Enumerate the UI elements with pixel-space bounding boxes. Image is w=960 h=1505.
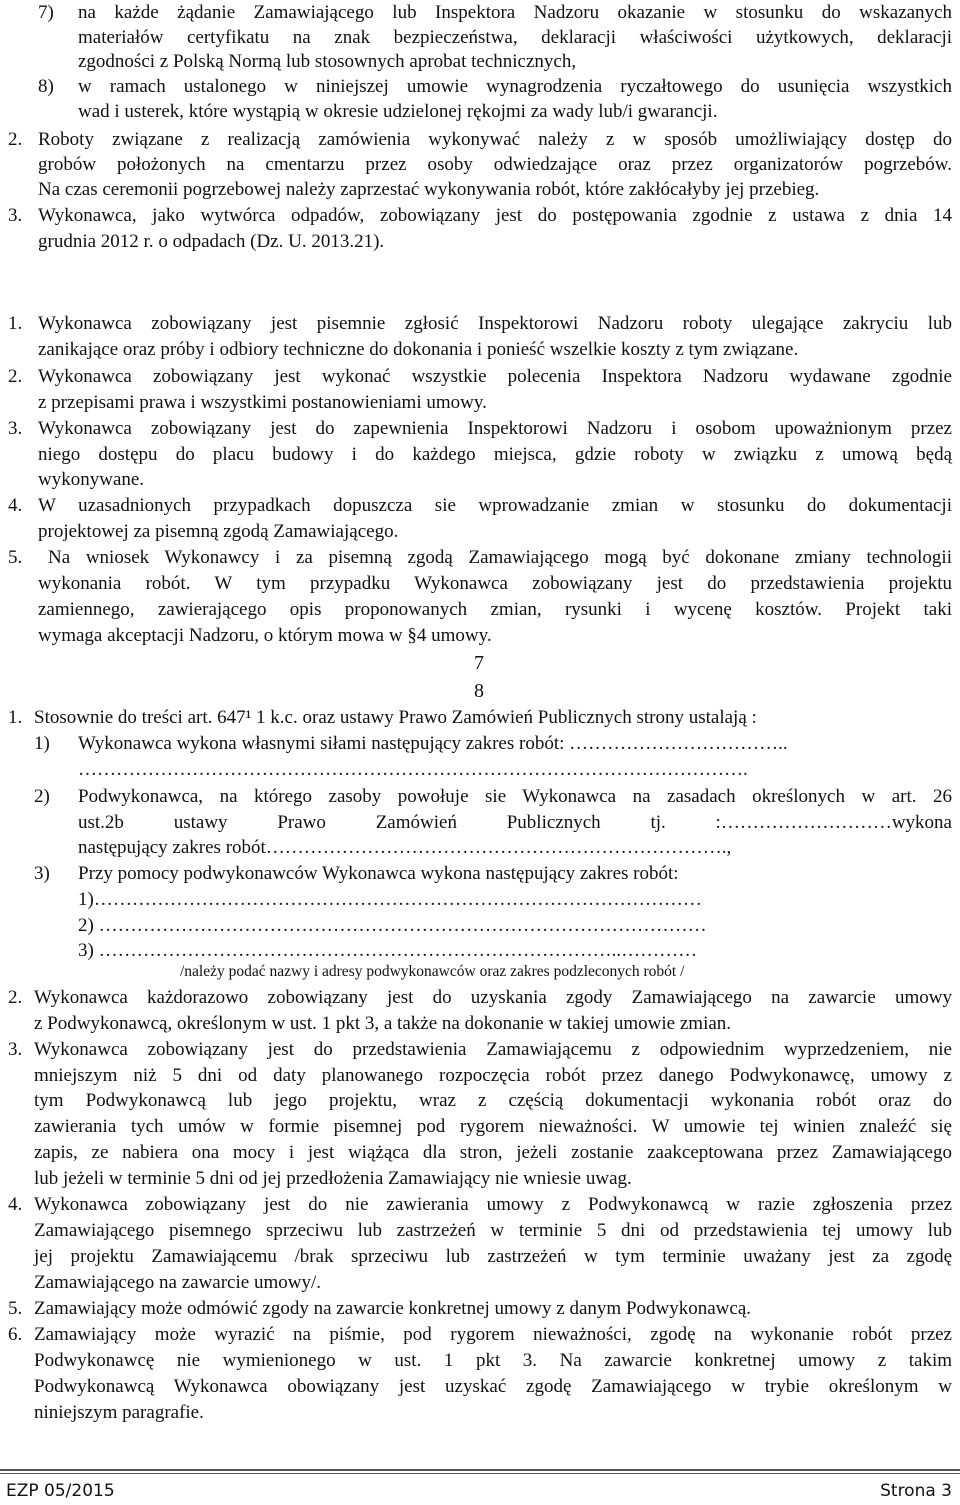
paragraph-text: Wykonawca, jako wytwórca odpadów, zobowiązany jest do postępowania zgodnie z ustawa z dnia 14	[38, 205, 952, 226]
item-number: 2.	[8, 987, 23, 1008]
paragraph-text: zamiennego, zawierającego opis proponowanych zmian, rysunki i wycenę kosztów. Projekt taki	[38, 599, 952, 620]
paragraph-text: ust.2b ustawy Prawo Zamówień Publicznych tj. :………………………wykona	[78, 812, 952, 833]
item-number: 3.	[8, 1039, 23, 1060]
paragraph-text: mniejszym niż 5 dni od daty planowanego rozpoczęcia robót przez danego Podwykonawcę, umowy z	[34, 1065, 952, 1086]
paragraph-text: Wykonawca zobowiązany jest do nie zawierania umowy z Podwykonawcą w razie zgłoszenia przez	[34, 1194, 952, 1215]
paragraph-text: W uzasadnionych przypadkach dopuszcza sie wprowadzanie zmian w stosunku do dokumentacji	[38, 495, 952, 516]
footer-page-number: Strona 3	[880, 1481, 952, 1501]
paragraph-text: materiałów certyfikatu na znak bezpieczeństwa, deklaracji właściwości użytkowych, deklaracji	[78, 27, 952, 48]
item-number: 2.	[8, 366, 23, 387]
paragraph-text: zanikające oraz próby i odbiory techniczne do dokonania i ponieść wszelkie koszty z tym związane.	[38, 339, 799, 360]
paragraph-text: Podwykonawcą Wykonawca obowiązany jest uzyskać zgodę Zamawiającego w trybie określonym w	[34, 1376, 952, 1397]
paragraph-text: Zamawiającego pisemnego sprzeciwu lub zastrzeżeń w terminie 5 dni od przedstawienia tej umowy lub	[34, 1220, 952, 1241]
paragraph-text: grudnia 2012 r. o odpadach (Dz. U. 2013.21).	[38, 231, 385, 252]
paragraph-text: 2) ……………………………………………………………………………………	[78, 915, 707, 936]
paragraph-text: niego dostępu do placu budowy i do każdego miejsca, gdzie roboty w związku z umową będą	[38, 444, 952, 465]
paragraph-text: 1)……………………………………………………………………………………	[78, 889, 702, 910]
item-number: 4.	[8, 1194, 23, 1215]
item-number: 3)	[34, 863, 50, 884]
paragraph-text: Wykonawca zobowiązany jest wykonać wszystkie polecenia Inspektora Nadzoru wydawane zgodnie	[38, 366, 952, 387]
paragraph-text: Stosownie do treści art. 647¹ 1 k.c. oraz ustawy Prawo Zamówień Publicznych strony ustalają :	[34, 707, 757, 728]
item-number: 5.	[8, 547, 23, 568]
paragraph-text: Wykonawca zobowiązany jest do zapewnienia Inspektorowi Nadzoru i osobom upoważnionym przez	[38, 418, 952, 439]
paragraph-text: jej projektu Zamawiającemu /brak sprzeciwu lub zastrzeżeń w tym terminie uważany jest za zgodę	[34, 1246, 952, 1267]
paragraph-text: Zamawiający może odmówić zgody na zawarcie konkretnej umowy z danym Podwykonawcą.	[34, 1298, 751, 1319]
paragraph-text: zawierania tych umów w formie pisemnej pod rygorem nieważności. W umowie tej winien znaleźć się	[34, 1116, 952, 1137]
paragraph-text: niniejszym paragrafie.	[34, 1402, 204, 1423]
item-number: 1.	[8, 707, 23, 728]
item-number: 2)	[34, 786, 50, 807]
paragraph-text: w ramach ustalonego w niniejszej umowie wynagrodzenia ryczałtowego do usunięcia wszystkich	[78, 76, 952, 97]
paragraph-text: na każde żądanie Zamawiającego lub Inspektora Nadzoru okazanie w stosunku do wskazanych	[78, 2, 952, 23]
paragraph-text: …………………………………………………………………………………………….	[78, 759, 748, 780]
paragraph-text: tym Podwykonawcą lub jego projektu, wraz z częścią dokumentacji wykonania robót oraz do	[34, 1090, 952, 1111]
paragraph-text: Zamawiający może wyrazić na piśmie, pod rygorem nieważności, zgodę na wykonanie robót przez	[34, 1324, 952, 1345]
paragraph-text: z Podwykonawcą, określonym w ust. 1 pkt 3, a także na dokonanie w takiej umowie zmian.	[34, 1013, 732, 1034]
paragraph-text: zgodności z Polską Normą lub stosownych aprobat technicznych,	[78, 51, 577, 72]
paragraph-text: następujący zakres robót……………………………………………………………….,	[78, 837, 732, 858]
footer-rule	[0, 1469, 960, 1471]
paragraph-text: wymaga akceptacji Nadzoru, o którym mowa w §4 umowy.	[38, 625, 492, 646]
paragraph-text: Przy pomocy podwykonawców Wykonawca wykona następujący zakres robót:	[78, 863, 679, 884]
paragraph-text: Wykonawca każdorazowo zobowiązany jest do uzyskania zgody Zamawiającego na zawarcie umowy	[34, 987, 952, 1008]
footer-rule-thin	[0, 1473, 960, 1474]
paragraph-text: Podwykonawcę nie wymienionego w ust. 1 pkt 3. Na zawarcie konkretnej umowy z takim	[34, 1350, 952, 1371]
item-number: 8)	[38, 76, 54, 97]
item-number: 5.	[8, 1298, 23, 1319]
paragraph-text: Zamawiającego na zawarcie umowy/.	[34, 1272, 321, 1293]
footer-doc-ref: EZP 05/2015	[6, 1481, 115, 1501]
paragraph-text: wykonywane.	[38, 469, 145, 490]
item-number: 6.	[8, 1324, 23, 1345]
item-number: 4.	[8, 495, 23, 516]
paragraph-text: wykonania robót. W tym przypadku Wykonawca zobowiązany jest do przedstawienia projektu	[38, 573, 952, 594]
item-number: 2.	[8, 129, 23, 150]
item-number: 3.	[8, 418, 23, 439]
paragraph-text: lub jeżeli w terminie 5 dni od jej przedłożenia Zamawiający nie wniesie uwag.	[34, 1168, 632, 1189]
paragraph-text: Podwykonawca, na którego zasoby powołuje sie Wykonawca na zasadach określonych w art. 26	[78, 786, 952, 807]
paragraph-text: Roboty związane z realizacją zamówienia wykonywać należy z w sposób umożliwiający dostęp do	[38, 129, 952, 150]
section-heading: 7	[474, 652, 484, 674]
paragraph-text: zapis, ze nabiera ona mocy i jest wiążąca dla stron, jeżeli zostanie zaakceptowana przez Zamawiającego	[34, 1142, 952, 1163]
subcontractor-note: /należy podać nazwy i adresy podwykonawców oraz zakres podzleconych robót /	[180, 963, 685, 980]
paragraph-text: Na czas ceremonii pogrzebowej należy zaprzestać wykonywania robót, które zakłócałyby jej przebieg.	[38, 179, 820, 200]
item-number: 7)	[38, 2, 54, 23]
paragraph-text: wad i usterek, które wystąpią w okresie udzielonej rękojmi za wady lub/i gwarancji.	[78, 101, 718, 122]
paragraph-text: Wykonawca zobowiązany jest do przedstawienia Zamawiającemu z odpowiednim wyprzedzeniem, nie	[34, 1039, 952, 1060]
paragraph-text: projektowej za pisemną zgodą Zamawiającego.	[38, 521, 399, 542]
section-heading: 8	[474, 680, 484, 702]
paragraph-text: Wykonawca wykona własnymi siłami następujący zakres robót: ……………………………..	[78, 733, 788, 754]
paragraph-text: Wykonawca zobowiązany jest pisemnie zgłosić Inspektorowi Nadzoru roboty ulegające zakryciu lub	[38, 313, 952, 334]
paragraph-text: grobów położonych na cmentarzu przez osoby odwiedzające oraz przez organizatorów pogrzebów.	[38, 154, 952, 175]
item-number: 3.	[8, 205, 23, 226]
paragraph-text: Na wniosek Wykonawcy i za pisemną zgodą Zamawiającego mogą być dokonane zmiany technologii	[48, 547, 952, 568]
item-number: 1.	[8, 313, 23, 334]
paragraph-text: z przepisami prawa i wszystkimi postanowieniami umowy.	[38, 392, 487, 413]
item-number: 1)	[34, 733, 50, 754]
paragraph-text: 3) ………………………………………………………………………..…………	[78, 940, 698, 961]
